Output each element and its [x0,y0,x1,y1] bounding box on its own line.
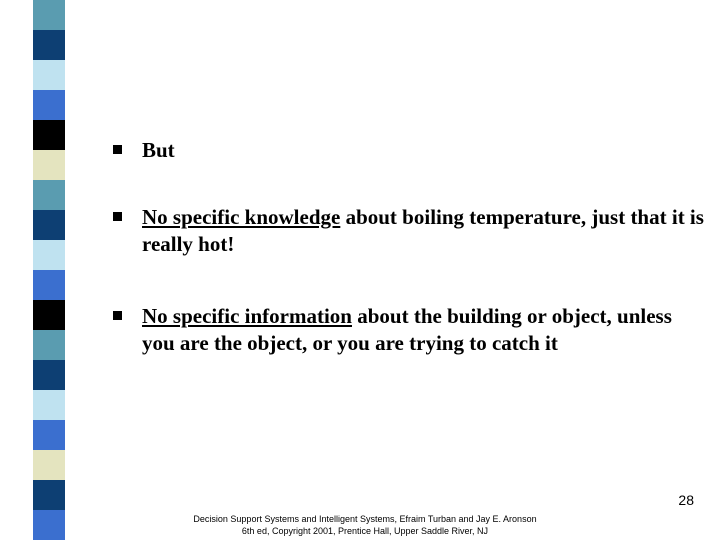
footer-citation [150,513,580,537]
square-bullet-icon [113,311,122,320]
stripe-segment [33,420,65,450]
bullet-item-2 [113,204,713,258]
square-bullet-icon [113,145,122,154]
stripe-segment [33,60,65,90]
bullet-text-rest: about boiling temperature, just that it is really hot! [142,205,704,256]
stripe-segment [33,390,65,420]
stripe-segment [33,90,65,120]
stripe-segment [33,510,65,540]
bullet-text-rest: about the building or object, unless you are the object, or you are trying to catch it [142,304,672,355]
footer-line-2: 6th ed, Copyright 2001, Prentice Hall, Upper Saddle River, NJ [241,526,489,536]
bullet-item-3 [113,303,713,357]
stripe-segment [33,210,65,240]
bullet-item-1 [113,137,713,164]
stripe-segment [33,240,65,270]
page-number: 28 [678,492,694,508]
stripe-segment [33,360,65,390]
bullet-text-1 [142,137,707,164]
stripe-segment [33,0,65,30]
bullet-emphasis: No specific information [142,304,352,328]
stripe-segment [33,330,65,360]
stripe-segment [33,270,65,300]
footer-line-1: Decision Support Systems and Intelligent Systems, Efraim Turban and Jay E. Aronson [193,514,537,524]
stripe-segment [33,480,65,510]
stripe-segment [33,300,65,330]
stripe-segment [33,180,65,210]
stripe-segment [33,150,65,180]
bullet-text-3 [142,303,707,357]
stripe-segment [33,120,65,150]
bullet-text-rest: But [142,138,175,162]
stripe-segment [33,30,65,60]
bullet-emphasis: No specific knowledge [142,205,341,229]
decorative-color-stripe [33,0,65,540]
square-bullet-icon [113,212,122,221]
stripe-segment [33,450,65,480]
bullet-text-2 [142,204,707,258]
